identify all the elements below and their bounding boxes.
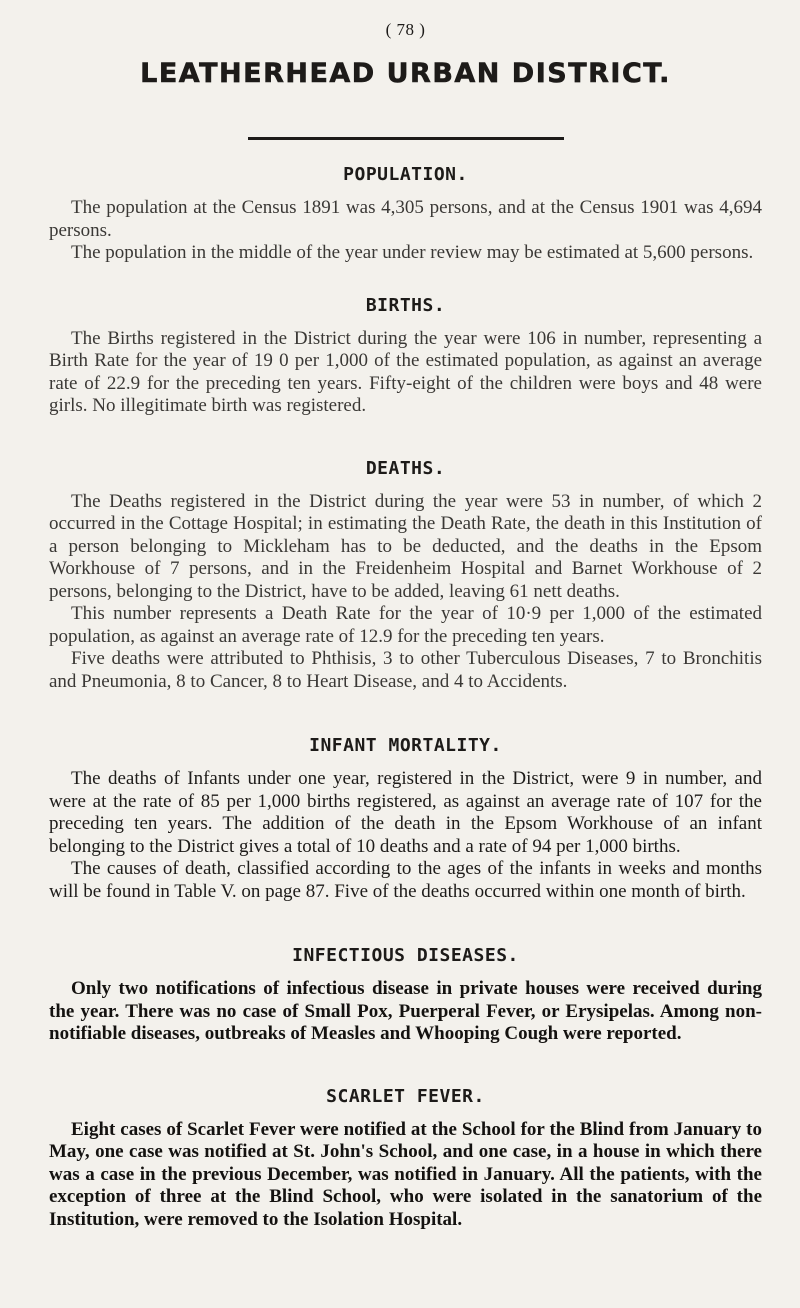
- section-population: [49, 164, 762, 265]
- section-deaths: [49, 458, 762, 694]
- paragraph: The population in the middle of the year under review may be estimated at 5,600 persons.: [71, 242, 754, 263]
- paragraph: The Births registered in the District during the year were 106 in number, representing a Birth Rate for the year of 19 0 per 1,000 of the estimated population, as against an average rate of 22.9 for the preceding ten years. Fifty-eight of the children were boys and 48 were girls. No illegitimate birth was registered.: [49, 327, 762, 416]
- page-number: ( 78 ): [385, 20, 426, 39]
- section-infant-mortality: [49, 735, 762, 903]
- paragraph: Five deaths were attributed to Phthisis, 3 to other Tuberculous Diseases, 7 to Bronchitis and Pneumonia, 8 to Cancer, 8 to Heart Disease, and 4 to Accidents.: [49, 648, 762, 692]
- paragraph: The causes of death, classified according to the ages of the infants in weeks and months will be found in Table V. on page 87. Five of the deaths occurred within one month of birth.: [49, 858, 762, 902]
- section-heading-deaths: DEATHS.: [365, 457, 446, 479]
- section-births: [49, 295, 762, 418]
- paragraph: Eight cases of Scarlet Fever were notified at the School for the Blind from January to May, one case was notified at St. John's School, and one case, in a house in which there was a case in the previous December, was notified in January. All the patients, with the exception of three at the Blind School, who were isolated in the sanatorium of the Institution, were removed to the Isolation Hospital.: [49, 1118, 762, 1230]
- paragraph: This number represents a Death Rate for the year of 10·9 per 1,000 of the estimated population, as against an average rate of 12.9 for the preceding ten years.: [49, 603, 762, 647]
- page-title: LEATHERHEAD URBAN DISTRICT.: [140, 58, 671, 89]
- section-heading-infectious-diseases: INFECTIOUS DISEASES.: [292, 945, 519, 966]
- section-infectious-diseases: [49, 945, 762, 1046]
- paragraph: The deaths of Infants under one year, registered in the District, were 9 in number, and were at the rate of 85 per 1,000 births registered, as against an average rate of 107 for the preceding ten years. The addition of the death in the Epsom Workhouse of an infant belonging to the District gives a total of 10 deaths and a rate of 94 per 1,000 births.: [49, 768, 762, 857]
- section-heading-population: POPULATION.: [343, 164, 468, 185]
- section-scarlet-fever: [49, 1086, 762, 1232]
- paragraph: Only two notifications of infectious disease in private houses were received during the year. There was no case of Small Pox, Puerperal Fever, or Erysipelas. Among non-notifiable diseases, outbreaks of Measles and Whooping Cough were reported.: [49, 978, 762, 1044]
- title-divider: [248, 137, 564, 140]
- paragraph: The Deaths registered in the District during the year were 53 in number, of which 2 occurred in the Cottage Hospital; in estimating the Death Rate, the death in this Institution of a person belonging to Mickleham has to be deducted, and the deaths in the Epsom Workhouse of 7 persons, and in the Freidenheim Hospital and Barnet Workhouse of 2 persons, belonging to the District, have to be added, leaving 61 nett deaths.: [49, 490, 762, 602]
- paragraph: The population at the Census 1891 was 4,305 persons, and at the Census 1901 was 4,694 persons.: [49, 197, 762, 241]
- section-heading-scarlet-fever: SCARLET FEVER.: [326, 1085, 485, 1107]
- section-heading-births: BIRTHS.: [365, 294, 446, 316]
- section-heading-infant-mortality: INFANT MORTALITY.: [309, 735, 502, 756]
